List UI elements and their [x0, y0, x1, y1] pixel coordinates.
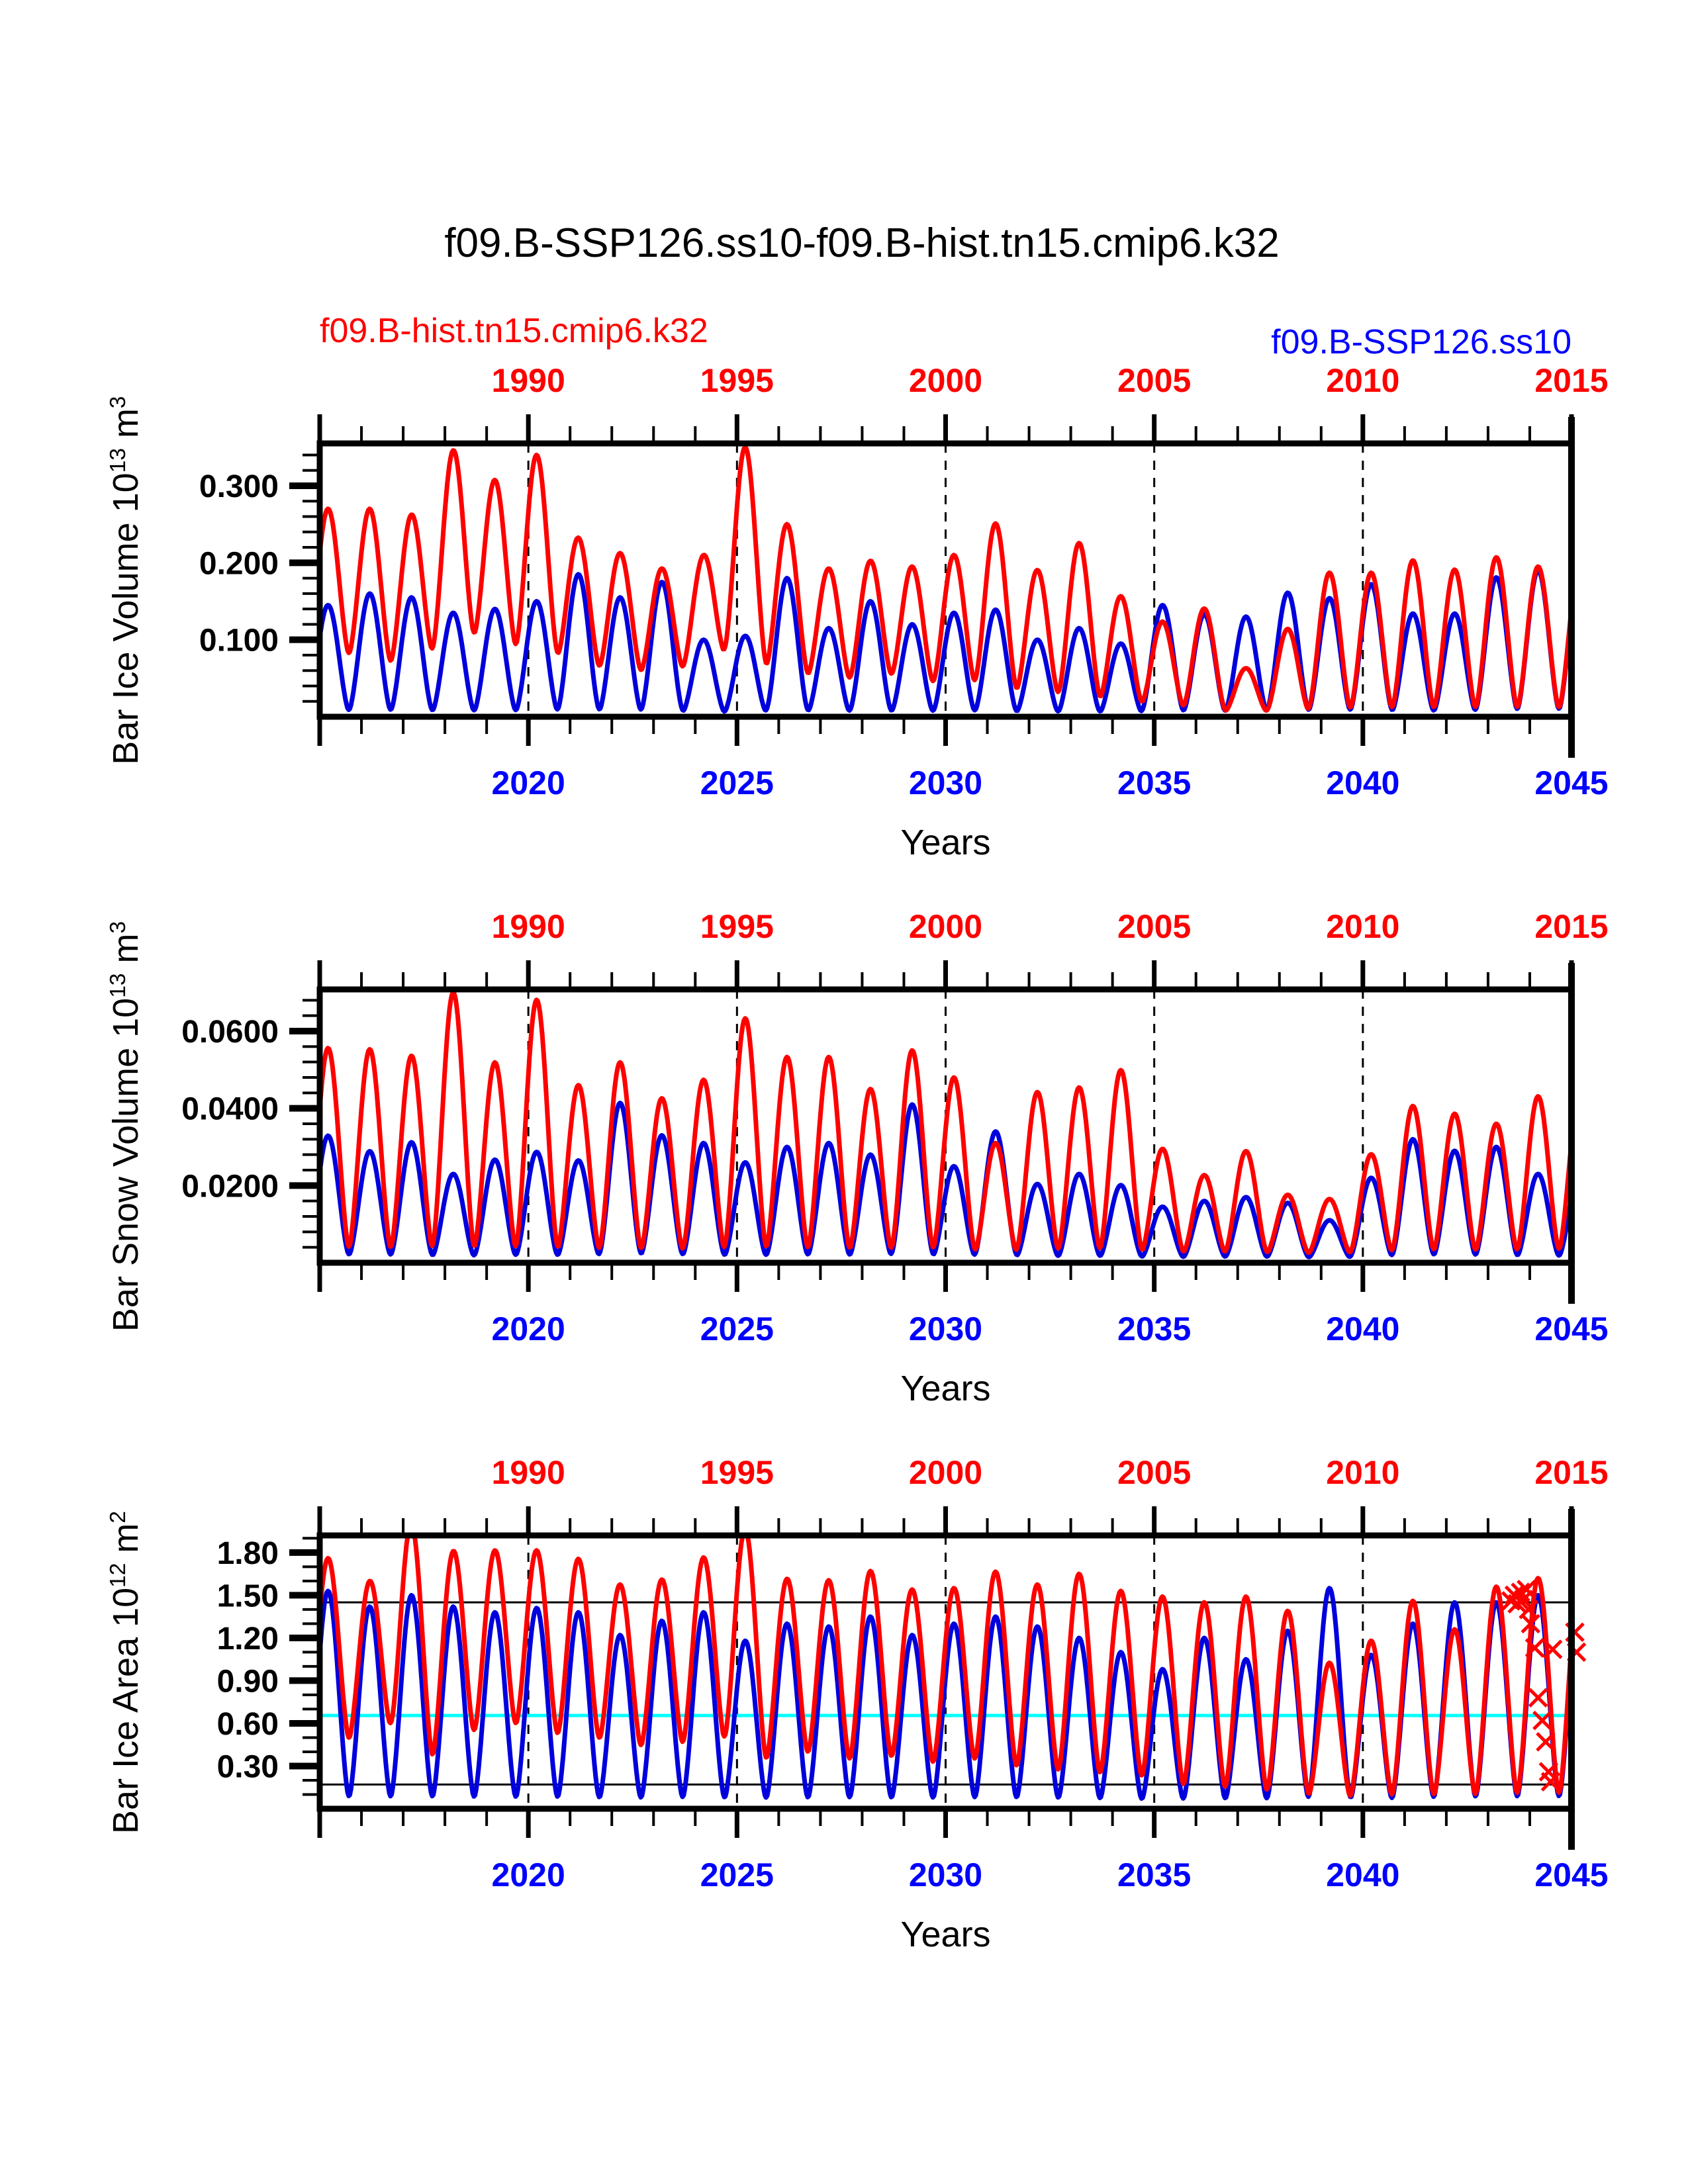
svg-text:2040: 2040 — [1326, 764, 1400, 801]
top-axis-labels — [492, 362, 1609, 399]
top-axis-labels — [492, 908, 1609, 945]
svg-text:2035: 2035 — [1117, 764, 1192, 801]
svg-text:2010: 2010 — [1326, 362, 1400, 399]
svg-text:2005: 2005 — [1117, 362, 1192, 399]
svg-text:1.50: 1.50 — [216, 1578, 279, 1614]
svg-text:0.100: 0.100 — [199, 623, 279, 659]
svg-text:2030: 2030 — [908, 1856, 983, 1893]
y-ticks — [199, 455, 320, 701]
svg-text:2025: 2025 — [700, 1856, 774, 1893]
svg-text:0.30: 0.30 — [216, 1749, 279, 1785]
top-axis-labels — [492, 1454, 1609, 1491]
panel3-x-axis-title: Years — [900, 1915, 991, 1954]
panel2-y-axis-title: Bar Snow Volume $10^{13}$ $m^3$ — [106, 921, 146, 1332]
svg-text:2045: 2045 — [1534, 1310, 1609, 1347]
svg-text:0.0600: 0.0600 — [181, 1015, 279, 1050]
svg-text:2010: 2010 — [1326, 908, 1400, 945]
svg-text:2030: 2030 — [908, 1310, 983, 1347]
svg-text:2035: 2035 — [1117, 1856, 1192, 1893]
svg-text:2045: 2045 — [1534, 764, 1609, 801]
bottom-axis-labels — [492, 764, 1609, 801]
svg-text:1990: 1990 — [491, 362, 565, 399]
svg-text:2025: 2025 — [700, 1310, 774, 1347]
svg-text:0.0200: 0.0200 — [181, 1169, 279, 1205]
svg-text:2025: 2025 — [700, 764, 774, 801]
svg-text:0.90: 0.90 — [216, 1664, 279, 1700]
legend-red-label: f09.B-hist.tn15.cmip6.k32 — [320, 312, 708, 350]
svg-text:2005: 2005 — [1117, 908, 1192, 945]
svg-text:0.200: 0.200 — [199, 546, 279, 582]
svg-text:0.0400: 0.0400 — [181, 1091, 279, 1127]
panel1-x-axis-title: Years — [900, 823, 991, 862]
svg-text:1990: 1990 — [491, 908, 565, 945]
bottom-axis-labels — [492, 1856, 1609, 1893]
panel1-y-axis-title: Bar Ice Volume $10^{13}$ $m^3$ — [106, 396, 146, 765]
svg-text:2005: 2005 — [1117, 1454, 1192, 1491]
svg-text:2015: 2015 — [1534, 908, 1609, 945]
svg-text:1995: 1995 — [700, 362, 774, 399]
svg-text:2040: 2040 — [1326, 1310, 1400, 1347]
svg-text:0.60: 0.60 — [216, 1706, 279, 1742]
svg-text:1.80: 1.80 — [216, 1535, 279, 1571]
svg-text:1995: 1995 — [700, 1454, 774, 1491]
svg-text:2000: 2000 — [908, 908, 983, 945]
svg-text:1990: 1990 — [491, 1454, 565, 1491]
svg-text:2000: 2000 — [908, 1454, 983, 1491]
figure-title: f09.B-SSP126.ss10-f09.B-hist.tn15.cmip6.k32 — [444, 220, 1280, 266]
svg-text:2040: 2040 — [1326, 1856, 1400, 1893]
svg-text:2020: 2020 — [491, 1310, 565, 1347]
legend-blue-label: f09.B-SSP126.ss10 — [1271, 323, 1571, 361]
bottom-axis-labels — [492, 1310, 1609, 1347]
panel3-y-axis-title: Bar Ice Area $10^{12}$ $m^2$ — [106, 1510, 146, 1835]
svg-text:2045: 2045 — [1534, 1856, 1609, 1893]
svg-text:2035: 2035 — [1117, 1310, 1192, 1347]
svg-text:2020: 2020 — [491, 1856, 565, 1893]
svg-text:2030: 2030 — [908, 764, 983, 801]
y-ticks — [181, 1000, 320, 1247]
y-ticks — [217, 1536, 320, 1795]
svg-text:2015: 2015 — [1534, 362, 1609, 399]
svg-text:1.20: 1.20 — [216, 1621, 279, 1657]
svg-text:2020: 2020 — [491, 764, 565, 801]
panel-snow-volume — [181, 908, 1608, 1347]
svg-text:2000: 2000 — [908, 362, 983, 399]
svg-text:2015: 2015 — [1534, 1454, 1609, 1491]
svg-text:1995: 1995 — [700, 908, 774, 945]
svg-text:2010: 2010 — [1326, 1454, 1400, 1491]
panel-ice-area — [217, 1454, 1609, 1893]
panel2-x-axis-title: Years — [900, 1369, 991, 1408]
svg-text:0.300: 0.300 — [199, 469, 279, 504]
panel-ice-volume — [199, 362, 1609, 801]
